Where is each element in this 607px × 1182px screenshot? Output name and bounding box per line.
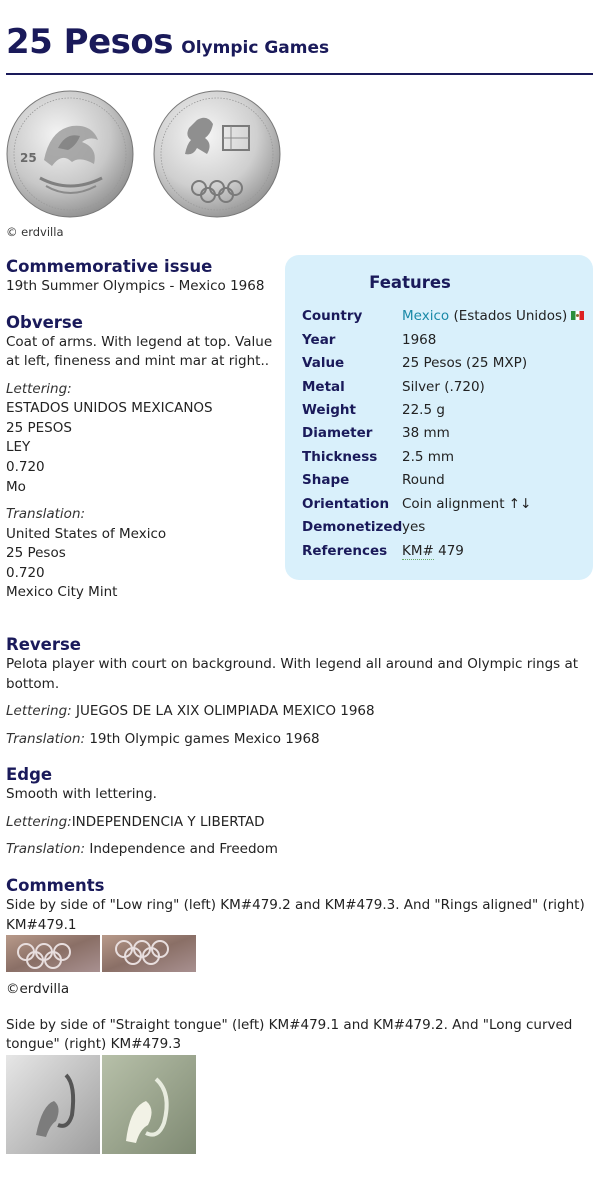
reference-number: 479 bbox=[433, 543, 464, 559]
feature-value: 38 mm bbox=[402, 425, 450, 441]
feature-value: 25 Pesos (25 MXP) bbox=[402, 355, 528, 371]
reverse-translation bbox=[6, 730, 593, 750]
edge-translation-label: Translation: bbox=[6, 841, 86, 858]
edge-translation bbox=[6, 840, 593, 860]
feature-label: Metal bbox=[302, 379, 345, 395]
mexico-flag-icon bbox=[571, 311, 584, 320]
comments-text-rings: Side by side of "Low ring" (left) KM#479.2 and KM#479.3. And "Rings aligned" (right) KM#479.1 bbox=[6, 896, 585, 933]
feature-value: Silver (.720) bbox=[402, 379, 485, 395]
feature-value: yes bbox=[402, 519, 426, 535]
feature-label: Value bbox=[302, 355, 345, 371]
edge-lettering-text: INDEPENDENCIA Y LIBERTAD bbox=[71, 813, 265, 830]
obverse-translation-line: United States of Mexico bbox=[6, 525, 167, 542]
left-column bbox=[6, 257, 278, 603]
obverse-lettering-line: 25 PESOS bbox=[6, 419, 72, 436]
feature-value: 1968 bbox=[402, 332, 437, 348]
reverse-lettering bbox=[6, 702, 593, 722]
feature-label: Shape bbox=[302, 472, 350, 488]
obverse-description: Coat of arms. With legend at top. Value at left, fineness and mint mar at right.. bbox=[6, 333, 273, 370]
comments-text-tongue: Side by side of "Straight tongue" (left) KM#479.1 and KM#479.2. And "Long curved tongue" (right) KM#479.3 bbox=[6, 1016, 573, 1053]
feature-label: Orientation bbox=[302, 496, 390, 512]
comments-heading: Comments bbox=[6, 875, 105, 895]
feature-label: Country bbox=[302, 308, 363, 324]
image-credit: © erdvilla bbox=[6, 225, 64, 239]
obverse-lettering-line: 0.720 bbox=[6, 458, 45, 475]
rings-comparison-image[interactable] bbox=[6, 935, 196, 972]
reverse-lettering-text: JUEGOS DE LA XIX OLIMPIADA MEXICO 1968 bbox=[71, 703, 375, 720]
obverse-lettering-line: Mo bbox=[6, 478, 26, 495]
obverse-translation-label: Translation: bbox=[6, 506, 86, 523]
feature-value: 2.5 mm bbox=[402, 449, 455, 465]
country-extra: (Estados Unidos) bbox=[453, 308, 568, 324]
edge-translation-text: Independence and Freedom bbox=[85, 841, 278, 858]
feature-label: Diameter bbox=[302, 425, 373, 441]
commemorative-heading: Commemorative issue bbox=[6, 257, 213, 276]
obverse-lettering-label: Lettering: bbox=[6, 380, 72, 397]
edge-description: Smooth with lettering. bbox=[6, 786, 157, 803]
lower-content bbox=[6, 635, 593, 1154]
page-header bbox=[6, 18, 593, 75]
km-abbreviation[interactable]: KM# bbox=[402, 543, 434, 559]
features-title: Features bbox=[369, 273, 451, 292]
edge-heading: Edge bbox=[6, 765, 53, 785]
svg-text:25: 25 bbox=[20, 151, 37, 165]
reverse-translation-label: Translation: bbox=[6, 730, 86, 747]
tongue-comparison-image[interactable] bbox=[6, 1055, 196, 1154]
feature-value: Coin alignment ↑↓ bbox=[402, 496, 532, 512]
feature-label: Demonetized bbox=[302, 519, 403, 535]
obverse-translation-line: Mexico City Mint bbox=[6, 584, 118, 601]
reverse-translation-text: 19th Olympic games Mexico 1968 bbox=[85, 730, 320, 747]
page-title: 25 Pesos bbox=[6, 22, 173, 62]
obverse-coin-image[interactable] bbox=[6, 90, 134, 218]
obverse-lettering-line: LEY bbox=[6, 439, 31, 456]
obverse-heading: Obverse bbox=[6, 312, 83, 332]
obverse-lettering-line: ESTADOS UNIDOS MEXICANOS bbox=[6, 400, 213, 417]
feature-value: Round bbox=[402, 472, 445, 488]
comments-image-credit: ©erdvilla bbox=[6, 981, 70, 998]
reverse-heading: Reverse bbox=[6, 635, 81, 654]
edge-lettering bbox=[6, 813, 593, 833]
edge-lettering-label: Lettering: bbox=[6, 813, 72, 830]
feature-label: References bbox=[302, 543, 388, 559]
feature-label: Year bbox=[302, 332, 336, 348]
reverse-description: Pelota player with court on background. With legend all around and Olympic rings at bottom. bbox=[6, 656, 579, 692]
feature-label: Weight bbox=[302, 402, 356, 418]
country-link[interactable]: Mexico bbox=[402, 308, 450, 324]
feature-label: Thickness bbox=[302, 449, 378, 465]
obverse-translation-line: 25 Pesos bbox=[6, 545, 66, 562]
page-subtitle: Olympic Games bbox=[181, 38, 330, 58]
commemorative-text: 19th Summer Olympics - Mexico 1968 bbox=[6, 278, 265, 294]
reverse-coin-image[interactable] bbox=[153, 90, 281, 218]
obverse-translation-line: 0.720 bbox=[6, 564, 45, 581]
features-panel bbox=[285, 255, 593, 580]
feature-value: 22.5 g bbox=[402, 402, 445, 418]
reverse-lettering-label: Lettering: bbox=[6, 703, 72, 720]
